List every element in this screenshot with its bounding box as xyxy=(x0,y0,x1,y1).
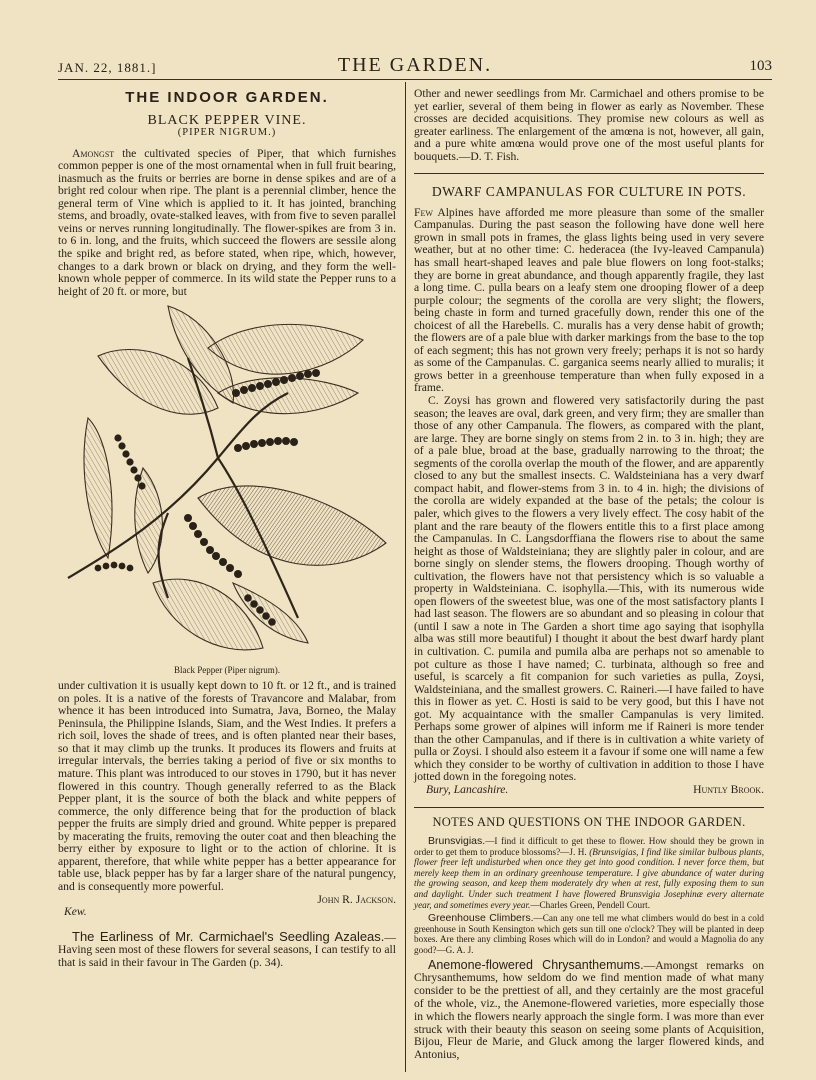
right-column xyxy=(414,88,764,1065)
carmichael-continued: Other and newer seedlings from Mr. Carmichael and others promise to be yet earlier, several of them being in flower as early as November. These crosses are decided acquisitions. They promise new colours as well as greater earliness. The enlargement of the amœna is not, however, all gain, and a pure white amœna would prove one of the most useful plants for bouquets.—D. T. Fish. xyxy=(414,87,764,163)
dwarf-paragraph-2: C. Zoysi has grown and flowered very satisfactorily during the past season; the leaves are oval, dark green, and very firm; they are smaller than those of any other Campanula. The flowers, as compared with the plant, are large. They are borne singly on stems from 2 in. to 3 in. high; they are of a pale blue, broad at the base, gradually narrowing to the throat; the segments of the corolla overlap the mouth of the flower, and are apparently closed to any but the smallest insects. C. Waldsteiniana has a very dwarf compact habit, and flower-stems from 3 in. to 4 in. high; the divisions of the corolla are widely expanded at the base of the petals; the colour is paler, which gives to the flowers a very lively effect. The cosy habit of the plant and the rare beauty of the flowers entitle this to a first place among the Campanulas. In C. Langsdorffiana the flowers rise to about the same height as those of Waldsteiniana; they are slightly paler in colour, and are borne singly on slender stems, the flowers drooping. Though worthy of cultivation, the flowers have not that persistency which is so valuable a property in Waldsteiniana. C. isophylla.—This, with its numerous wide open flowers of the sweetest blue, was one of the most satisfactory plants I had last season. The flowers are so abundant and so pleasing in colour that (until I saw a note in The Garden a short time ago saying that isophylla alba was still more beautiful) I thought it about the best dwarf hardy plant in cultivation. C. pumila and pumila alba are perhaps not so amenable to pot culture as those I have named; C. turbinata, although so free and useful, is scarcely a fit companion for such varieties as pulla, Zoysi, Waldsteiniana, and the smallest growers. C. Raineri.—I have failed to have this in flower as yet. C. Hosti is said to be very good, but this I have not got. My acquaintance with the smaller Campanulas is very limited. Perhaps some grower of alpines will inform me if Raineri is more tender than the other Campanulas, and if there is in cultivation a white variety of pulla or Zoysi. I should also esteem it a favour if some one will name a few which they consider to be worthy of cultivation in addition to those I have jotted down in the foregoing notes. xyxy=(414,394,764,784)
issue-date: JAN. 22, 1881.] xyxy=(58,60,157,75)
place-bury: Bury, Lancashire. xyxy=(426,782,509,796)
author-jackson: John R. Jackson. xyxy=(317,892,396,906)
signature-line xyxy=(58,894,396,907)
masthead: THE GARDEN. xyxy=(337,54,493,76)
brunsvigias-note: Brunsvigias.—I find it difficult to get these to flower. How should they be grown in order to get them to produce blossoms?—J. H. (Brunsvigias, I find like similar bulbous plants, flower freer left undisturbed when once they get into good condition. I never force them, but merely keep them in an ordinary greenhouse temperature. I give abundance of water during the growing season, and keep them moderately dry when at rest, fully exposing them to sun and daylight. Under such treatment I have flowered Brunsvigia Josephinæ every alternate year, and sometimes every year.—Charles Green, Pendell Court. xyxy=(414,835,765,910)
notes-questions-title: NOTES AND QUESTIONS ON THE INDOOR GARDEN. xyxy=(432,814,746,829)
pepper-paragraph-1: Amongst the cultivated species of Piper, that which furnishes common pepper is one of the most ornamental when in full fruit bearing, inasmuch as the fruits or berries are borne in dense spikes and are of a bright red colour when ripe. The plant is a perennial climber, hence the general term of Vine which is applied to it. It has jointed, branching stems, and broadly, ovate-stalked leaves, with from five to seven parallel veins or nerves running longitudinally. The flower-spikes are from 3 in. to 6 in. long, and the fruits, which succeed the flowers are sessile along the spike and bright red, as before stated, when ripe, which, however, changes to a dark brown or black on drying, and they form the well-known whole pepper of commerce. In its wild state the Pepper runs to a height of 20 ft. or more, but xyxy=(58,146,396,298)
dwarf-paragraph-1: Few Alpines have afforded me more pleasure than some of the smaller Campanulas. During the past season the following have done well here grown in small pots in frames, the glass lights being used in very severe weather, but at no other time: C. hederacea (the Ivy-leaved Campanula) has small heart-shaped leaves and pale blue flowers on long foot-stalks; they are borne in great abundance, and though apparently fragile, they last a long time. C. pulla bears on a leafy stem one drooping flower of a deep purple colour; the segments of the corolla are very slight; the flowers, being chaste in form and turned gracefully down, render this one of the choicest of all the Harebells. C. muralis has a very dense habit of growth; the flowers are of a pale blue with darker markings from the base to the top of each segment; this has not grown very freely; perhaps it is not so hardy as some of the Campanulas. C. garganica seems nearly allied to muralis; it grows better in a greenhouse temperature than when fully exposed in a frame. xyxy=(414,205,764,395)
lead-word: Amongst xyxy=(72,146,115,160)
black-pepper-engraving xyxy=(58,298,396,680)
column-divider xyxy=(405,82,406,1072)
place-kew: Kew. xyxy=(64,905,87,919)
climbers-note: Greenhouse Climbers.—Can any one tell me what climbers would do best in a cold greenhouse in South Kensington which gets sun till one o'clock? They will be planted in deep boxes. Are there any climbing Roses which will do in London? and would a Magnolia do any good?—G. A. J. xyxy=(414,912,764,956)
carmichael-paragraph: The Earliness of Mr. Carmichael's Seedling Azaleas.—Having seen most of these flowers for several seasons, I can testify to all that is said in their favour in The Garden (p. 34). xyxy=(58,928,396,969)
header-rule xyxy=(58,79,772,80)
pepper-paragraph-2: under cultivation it is usually kept down to 10 ft. or 12 ft., and is trained on poles. It is a native of the forests of Travancore and Malabar, from whence it has been introduced into Sumatra, Java, Borneo, the Malay Peninsula, the Philippine Islands, Siam, and the West Indies. It prefers a rich soil, loves the shade of trees, and is often planted near their bases, so that it may climb up the trunks. It produces its flowers and fruits at irregular intervals, the berries taking a period of five or six months to mature. This plant was introduced to our stoves in 1790, but it has never flowered in this country. Though generally referred to as the Black Pepper plant, it is the source of both the black and white peppers of commerce, the only difference being that for the production of black pepper the fruits are simply dried and ground. White pepper is prepared by macerating the fruits, removing the outer coat and then bleaching the berry either by exposure to light or to the action of chlorine. It is apparent, therefore, that while white pepper has a better appearance for table use, black pepper has by far a larger share of the natural pungency, and is consequently more powerful. xyxy=(58,679,396,893)
article-title: BLACK PEPPER VINE. xyxy=(147,112,307,128)
author-brook: Huntly Brook. xyxy=(693,782,764,796)
figure-caption: Black Pepper (Piper nigrum). xyxy=(174,664,280,675)
left-column xyxy=(58,88,396,969)
page-header xyxy=(58,54,772,80)
section-title: THE INDOOR GARDEN. xyxy=(125,89,329,106)
section-rule xyxy=(414,173,764,174)
dwarf-signature xyxy=(414,784,764,797)
article-subtitle: (PIPER NIGRUM.) xyxy=(177,127,277,139)
notes-rule xyxy=(414,807,764,808)
page-number: 103 xyxy=(749,58,772,74)
carmichael-title: The Earliness of Mr. Carmichael's Seedling Azaleas. xyxy=(72,928,385,944)
anemone-note: Anemone-flowered Chrysanthemums.—Amongst remarks on Chrysanthemums, how seldom do we find mention made of what many consider to be the prettiest of all, and they certainly are the most graceful of the whole, viz., the Anemone-flowered varieties, more especially those in which the flowers nearly approach the single form. I was more than ever struck with their beauty this season on seeing some plants of Acquisition, Bijou, Fleur de Marie, and Gluck among the larger flowered kinds, and Antonius, xyxy=(414,957,764,1062)
pepper-illustration xyxy=(58,298,396,680)
dwarf-campanulas-title: DWARF CAMPANULAS FOR CULTURE IN POTS. xyxy=(431,184,747,200)
